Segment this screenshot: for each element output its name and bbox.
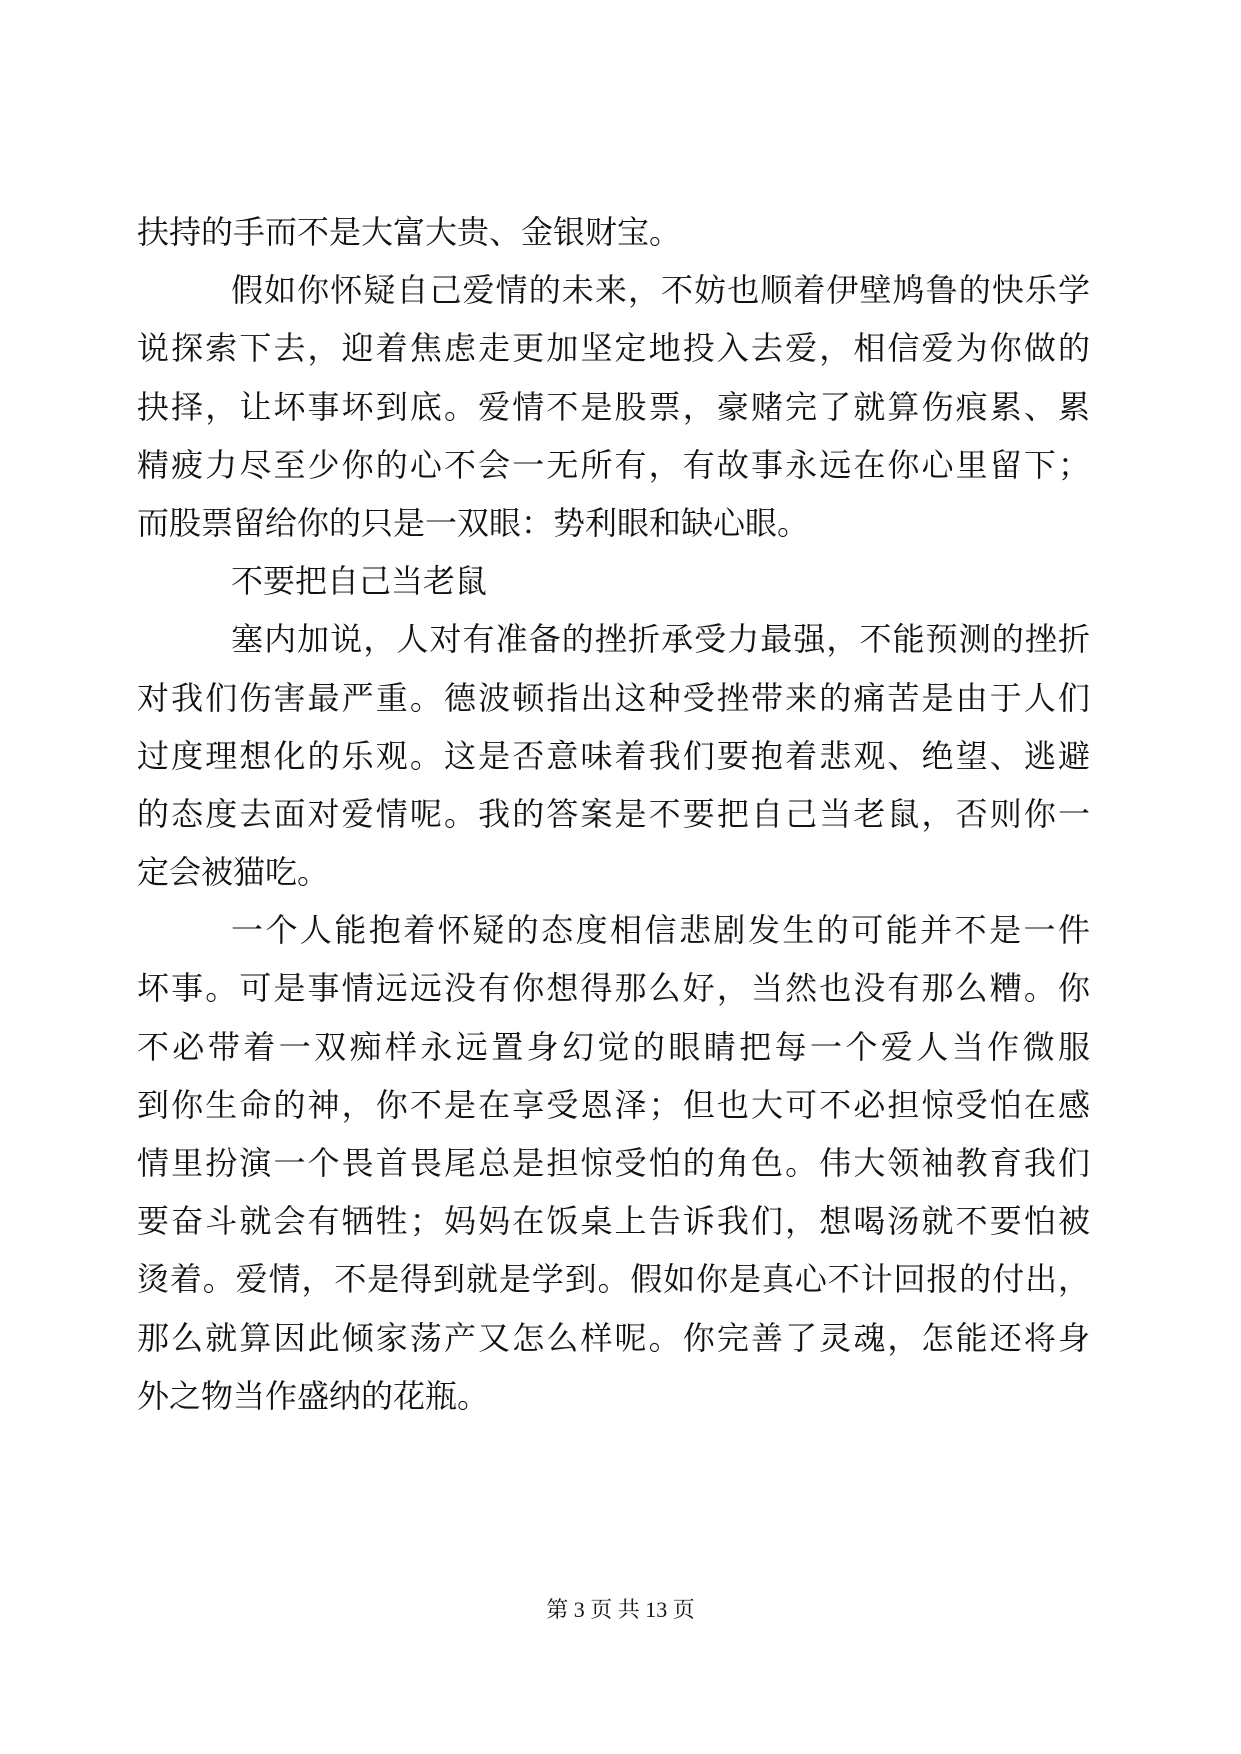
text-line: 的态度去面对爱情呢。我的答案是不要把自己当老鼠，否则你一 xyxy=(137,794,1090,833)
text-line: 过度理想化的乐观。这是否意味着我们要抱着悲观、绝望、逃避 xyxy=(137,736,1090,775)
text-line: 不必带着一双痴样永远置身幻觉的眼睛把每一个爱人当作微服 xyxy=(137,1027,1090,1066)
paragraph-first-line: 假如你怀疑自己爱情的未来，不妨也顺着伊壁鸠鲁的快乐学 xyxy=(231,271,1090,310)
body-text xyxy=(137,203,1090,1425)
text-line: 情里扮演一个畏首畏尾总是担惊受怕的角色。伟大领袖教育我们 xyxy=(137,1144,1090,1182)
text-line: 对我们伤害最严重。德波顿指出这种受挫带来的痛苦是由于人们 xyxy=(137,678,1090,717)
text-line: 扶持的手而不是大富大贵、金银财宝。 xyxy=(137,213,682,251)
text-line: 那么就算因此倾家荡产又怎么样呢。你完善了灵魂，怎能还将身 xyxy=(137,1318,1090,1357)
text-line: 烫着。爱情，不是得到就是学到。假如你是真心不计回报的付出， xyxy=(137,1260,1090,1299)
page-number-footer: 第 3 页 共 13 页 xyxy=(546,1597,695,1622)
section-heading: 不要把自己当老鼠 xyxy=(231,562,488,601)
paragraph-first-line: 塞内加说，人对有准备的挫折承受力最强，不能预测的挫折 xyxy=(231,620,1090,659)
text-line: 抉择，让坏事坏到底。爱情不是股票，豪赌完了就算伤痕累、累 xyxy=(137,387,1090,426)
text-line: 而股票留给你的只是一双眼：势利眼和缺心眼。 xyxy=(137,503,810,542)
text-line: 外之物当作盛纳的花瓶。 xyxy=(137,1376,490,1415)
text-line: 说探索下去，迎着焦虑走更加坚定地投入去爱，相信爱为你做的 xyxy=(137,329,1090,368)
paragraph-first-line: 一个人能抱着怀疑的态度相信悲剧发生的可能并不是一件 xyxy=(231,911,1090,950)
text-line: 要奋斗就会有牺牲；妈妈在饭桌上告诉我们，想喝汤就不要怕被 xyxy=(137,1202,1090,1241)
text-line: 坏事。可是事情远远没有你想得那么好，当然也没有那么糟。你 xyxy=(137,969,1090,1008)
text-line: 到你生命的神，你不是在享受恩泽；但也大可不必担惊受怕在感 xyxy=(137,1085,1090,1124)
text-line: 定会被猫吃。 xyxy=(137,853,330,892)
text-line: 精疲力尽至少你的心不会一无所有，有故事永远在你心里留下； xyxy=(137,445,1090,484)
